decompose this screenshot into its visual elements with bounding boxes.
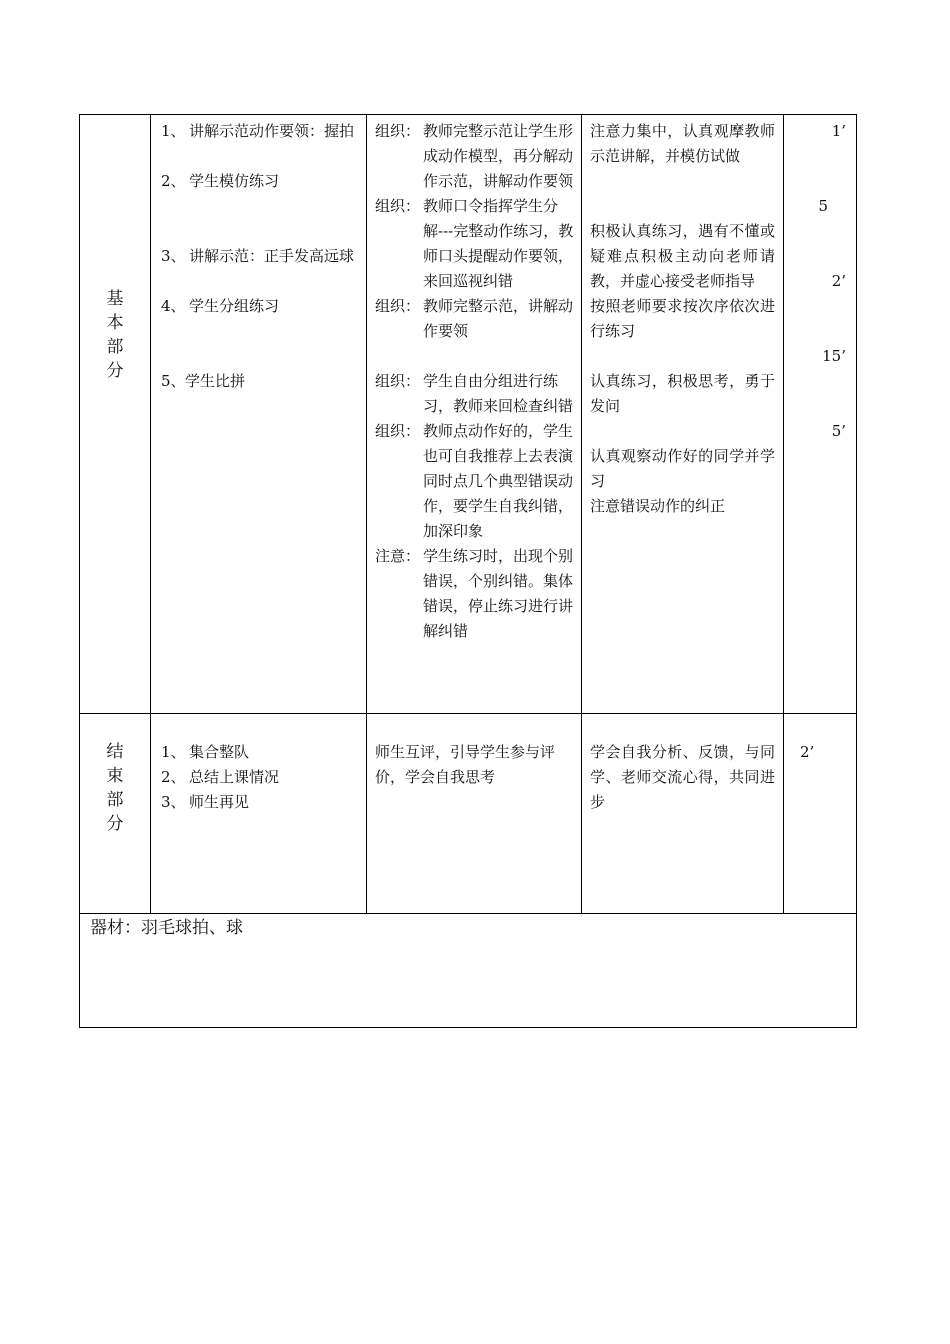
student-item-4: 认真练习，积极思考，勇于发问 xyxy=(590,372,775,415)
end-item-1: 1、 集合整队 xyxy=(161,743,250,761)
time-item-1: 1’ xyxy=(831,122,846,140)
org-item-4: 组织： 学生自由分组进行练习，教师来回检查纠错 xyxy=(375,372,574,415)
equipment-cell xyxy=(80,914,857,1028)
org-item-1: 组织： 教师完整示范让学生形成动作模型，再分解动作示范，讲解动作要领 xyxy=(375,122,574,190)
org-item-3: 组织： 教师完整示范，讲解动作要领 xyxy=(375,297,574,340)
end-item-3: 3、 师生再见 xyxy=(161,793,250,811)
content-column-end xyxy=(151,714,367,914)
content-item-3: 3、 讲解示范：正手发高远球 xyxy=(161,247,355,265)
time-column-end xyxy=(784,714,857,914)
org-item-5: 组织： 教师点动作好的，学生也可自我推荐上去表演 同时点几个典型错误动作，要学生自我纠错，加深印象 xyxy=(375,422,574,540)
student-activity-column-end xyxy=(582,714,784,914)
content-column-main xyxy=(151,115,367,714)
end-section-row xyxy=(80,714,857,914)
student-item-3: 按照老师要求按次序依次进行练习 xyxy=(590,297,775,340)
organization-column-main xyxy=(367,115,582,714)
time-column-main xyxy=(784,115,857,714)
content-item-2: 2、 学生模仿练习 xyxy=(161,172,280,190)
equipment-row xyxy=(80,914,857,1028)
time-item-2: 5 xyxy=(818,197,828,215)
end-org-text: 师生互评，引导学生参与评价，学会自我思考 xyxy=(375,743,556,786)
organization-column-end xyxy=(367,714,582,914)
section-label-main: 基 本 部 分 xyxy=(80,115,151,714)
lesson-plan-table xyxy=(79,114,857,1028)
time-item-5: 5’ xyxy=(831,422,846,440)
org-item-2: 组织： 教师口令指挥学生分解---完整动作练习，教师口头提醒动作要领，来回巡视纠错 xyxy=(375,197,574,290)
org-note: 注意： 学生练习时，出现个别错误，个别纠错。集体错误，停止练习进行讲解纠错 xyxy=(375,547,574,640)
content-item-5: 5、 学生比拼 xyxy=(161,372,246,390)
section-label-end: 结 束 部 分 xyxy=(80,714,151,914)
main-section-row xyxy=(80,115,857,714)
end-student-text: 学会自我分析、反馈，与同学、老师交流心得，共同进步 xyxy=(590,743,775,811)
time-item-3: 2’ xyxy=(831,272,846,290)
equipment-text: 器材：羽毛球拍、球 xyxy=(90,918,243,938)
content-item-1: 1、 讲解示范动作要领：握拍 xyxy=(161,122,355,140)
student-item-5: 认真观察动作好的同学并学习 注意错误动作的纠正 xyxy=(590,447,775,515)
end-time: 2’ xyxy=(800,743,815,761)
end-item-2: 2、 总结上课情况 xyxy=(161,768,280,786)
content-item-4: 4、 学生分组练习 xyxy=(161,297,280,315)
time-item-4: 15’ xyxy=(822,347,846,365)
student-item-1: 注意力集中，认真观摩教师示范讲解，并模仿试做 xyxy=(590,122,775,165)
student-item-2: 积极认真练习，遇有不懂或疑难点积极主动向老师请教，并虚心接受老师指导 xyxy=(590,222,775,290)
student-activity-column-main xyxy=(582,115,784,714)
